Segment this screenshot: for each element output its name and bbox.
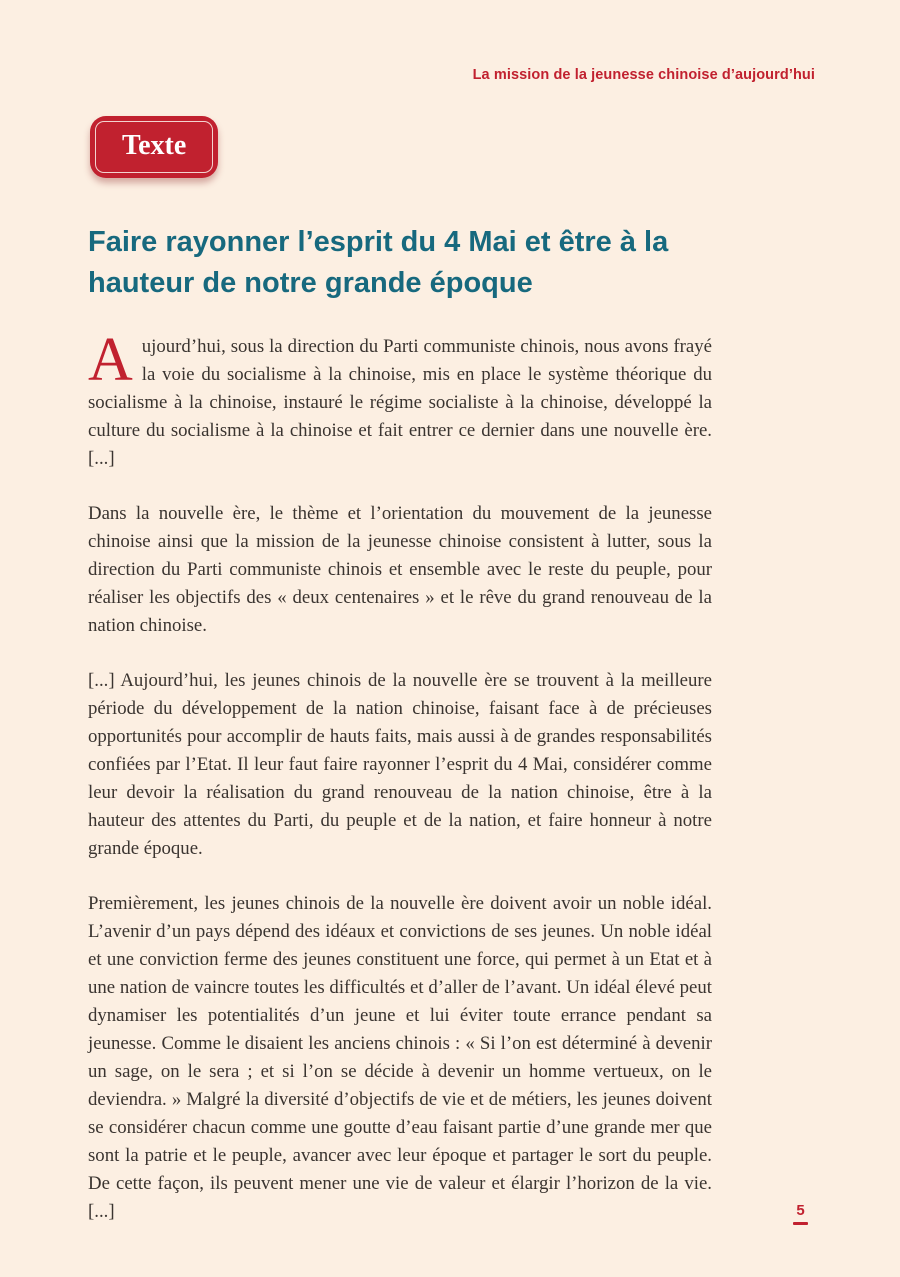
article-title: Faire rayonner l’esprit du 4 Mai et être à la hauteur de notre grande époque (88, 226, 669, 299)
paragraph-1-text: ujourd’hui, sous la direction du Parti communiste chinois, nous avons frayé la voie du socialisme à la chinoise, mis en place le système théorique du socialisme à la chinoise, instauré le régime socialiste à la chinoise, développé la culture du socialisme à la chinoise et fait entrer ce dernier dans une nouvelle ère. [...] (88, 336, 712, 469)
paragraph-1 (88, 326, 712, 473)
page-number-rule (793, 1222, 808, 1225)
article-body (88, 326, 712, 1253)
texte-badge-label: Texte (122, 130, 187, 161)
page-number (793, 1202, 808, 1225)
drop-cap: A (88, 326, 133, 394)
texte-badge-frame (95, 121, 213, 173)
paragraph-2: Dans la nouvelle ère, le thème et l’orientation du mouvement de la jeunesse chinoise ainsi que la mission de la jeunesse chinoise consistent à lutter, sous la direction du Parti communiste chinois et ensemble avec le reste du peuple, pour réaliser les objectifs des « deux centenaires » et le rêve du grand renouveau de la nation chinoise. (88, 503, 712, 636)
paragraph-3: [...] Aujourd’hui, les jeunes chinois de la nouvelle ère se trouvent à la meilleure période du développement de la nation chinoise, faisant face à de précieuses opportunités pour accomplir de hauts faits, mais aussi à de grandes responsabilités confiées par l’Etat. Il leur faut faire rayonner l’esprit du 4 Mai, considérer comme leur devoir la réalisation du grand renouveau de la nation chinoise, être à la hauteur des attentes du Parti, du peuple et de la nation, et faire honneur à notre grande époque. (88, 670, 712, 859)
page-number-value: 5 (796, 1202, 805, 1219)
texte-badge (90, 116, 218, 178)
paragraph-4: Premièrement, les jeunes chinois de la nouvelle ère doivent avoir un noble idéal. L’avenir d’un pays dépend des idéaux et convictions de ses jeunes. Un noble idéal et une conviction ferme des jeunes constituent une force, qui permet à un Etat et à une nation de vaincre toutes les difficultés et d’aller de l’avant. Un idéal élevé peut dynamiser les potentialités d’un jeune et lui éviter toute errance pendant sa jeunesse. Comme le disaient les anciens chinois : « Si l’on est déterminé à devenir un sage, on le sera ; et si l’on se décide à devenir un homme vertueux, on le deviendra. » Malgré la diversité d’objectifs de vie et de métiers, les jeunes doivent se considérer chacun comme une goutte d’eau faisant partie d’une grande mer que sont la patrie et le peuple, avancer avec leur époque et partager le sort du peuple. De cette façon, ils peuvent mener une vie de valeur et élargir l’horizon de la vie. [...] (88, 893, 712, 1222)
running-header: La mission de la jeunesse chinoise d’aujourd’hui (472, 67, 815, 83)
